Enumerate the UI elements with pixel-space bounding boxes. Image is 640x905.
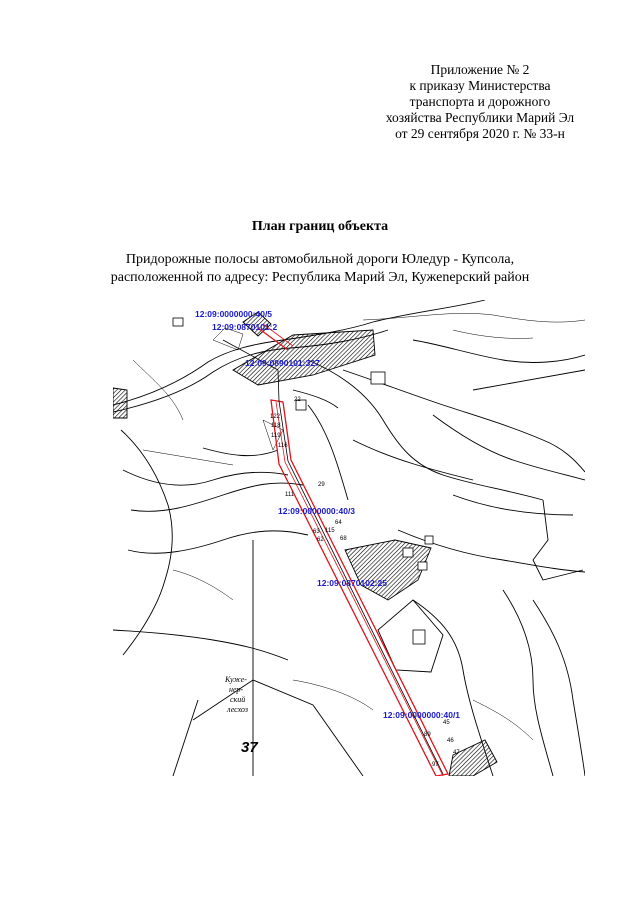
subtitle-line-1: Придорожные полосы автомобильной дороги Юледур - Купсола,: [125, 252, 515, 267]
appendix-line-3: транспорта и дорожного: [409, 94, 551, 109]
picket-label: 119: [271, 433, 281, 439]
appendix-line-5: от 29 сентября 2020 г. № 33-н: [395, 126, 565, 141]
topographic-linework: [113, 300, 585, 776]
picket-label: 118: [271, 423, 281, 429]
appendix-line-2: к приказу Министерства: [409, 78, 551, 93]
forestry-label: лесхоз: [227, 705, 248, 714]
appendix-line-1: Приложение № 2: [430, 62, 530, 77]
terrain-detail: [133, 313, 585, 740]
forestry-label: Куже-: [225, 675, 247, 684]
subtitle-line-2: расположенной по адресу: Республика Марий Эл, Кужenерский район: [110, 270, 530, 285]
appendix-line-4: хозяйства Республики Марий Эл: [385, 110, 575, 125]
sheet-number: 37: [241, 739, 258, 756]
picket-label: 89: [424, 732, 431, 738]
boundary-map: [113, 300, 585, 776]
picket-label: 115: [325, 528, 335, 534]
picket-label: 45: [443, 720, 450, 726]
picket-label: 62: [317, 537, 324, 543]
picket-label: 64: [335, 520, 342, 526]
document-title: План границ объекта: [251, 219, 389, 234]
picket-label: 97: [432, 762, 439, 768]
picket-label: 68: [340, 536, 347, 542]
settlement-areas: [113, 312, 497, 776]
cadastral-label: 12:09:0000000:40/5: [195, 309, 273, 319]
document-subtitle: [0, 251, 640, 287]
picket-label: 29: [318, 482, 325, 488]
cadastral-label: 12:09:0000000:40/3: [278, 506, 356, 516]
picket-label: 116: [278, 443, 288, 449]
picket-label: 47: [453, 750, 460, 756]
cadastral-label: 12:09:0000000:40/1: [383, 710, 461, 720]
picket-label: 63: [313, 529, 320, 535]
forestry-label: ский: [230, 695, 246, 704]
cadastral-label: 12:09:0890101:327: [245, 358, 320, 368]
cadastral-label: 12:09:0870102:25: [317, 578, 387, 588]
picket-label: 111: [285, 492, 295, 498]
picket-label: 122: [270, 414, 281, 420]
appendix-header: [360, 62, 600, 142]
forestry-label: нер-: [229, 685, 244, 694]
cadastral-label: 12:09:0870101:2: [212, 322, 278, 332]
picket-label: 22: [294, 397, 301, 403]
picket-label: 46: [447, 738, 454, 744]
